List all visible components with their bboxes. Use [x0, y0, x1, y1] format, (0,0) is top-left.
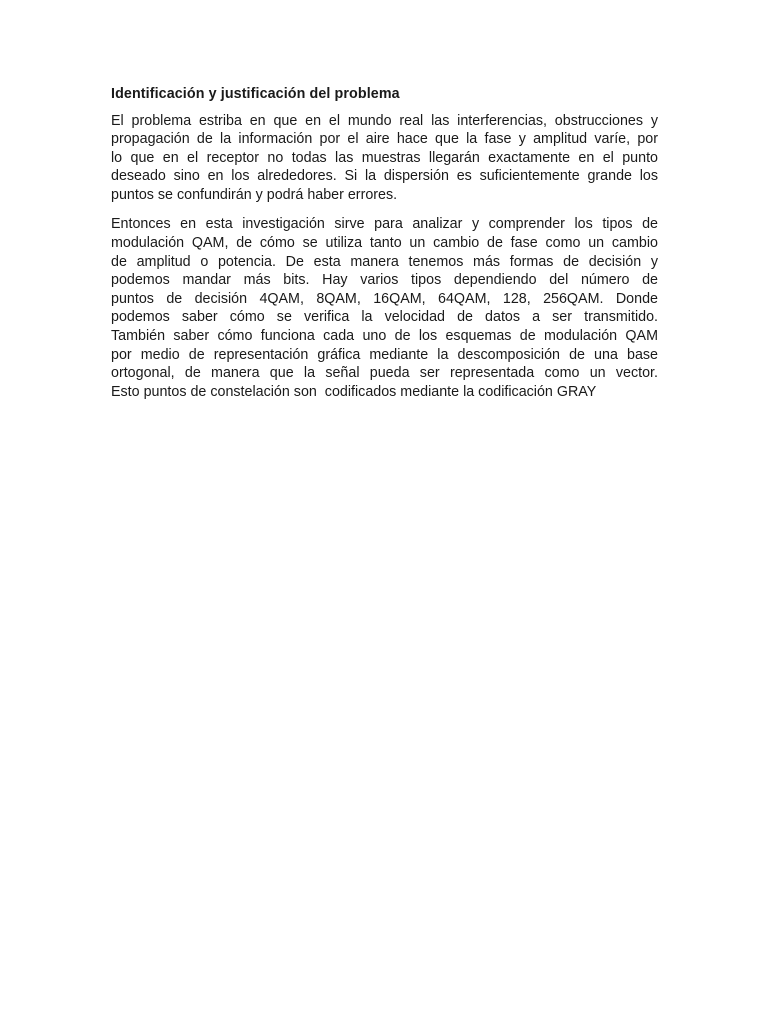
document-content: [111, 85, 658, 412]
paragraph-investigation: [111, 215, 658, 401]
text-line: puntos se confundirán y podrá haber errores.: [111, 186, 398, 203]
text-line: Esto puntos de constelación son codificados mediante la codificación GRAY: [111, 383, 597, 400]
section-heading: Identificación y justificación del problema: [111, 86, 400, 102]
text-line: propagación de la información por el aire hace que la fase y amplitud varíe, por: [111, 131, 658, 148]
text-line: podemos mandar más bits. Hay varios tipos dependiendo del número de: [111, 272, 658, 289]
text-line: por medio de representación gráfica mediante la descomposición de una base: [111, 346, 658, 363]
text-line: podemos saber cómo se verifica la velocidad de datos a ser transmitido.: [111, 309, 658, 326]
text-line: lo que en el receptor no todas las muestras llegarán exactamente en el punto: [111, 149, 658, 166]
text-line: El problema estriba en que en el mundo real las interferencias, obstrucciones y: [111, 112, 658, 129]
text-line: modulación QAM, de cómo se utiliza tanto un cambio de fase como un cambio: [111, 235, 658, 252]
text-line: También saber cómo funciona cada uno de los esquemas de modulación QAM: [111, 328, 658, 345]
text-line: deseado sino en los alrededores. Si la dispersión es suficientemente grande los: [111, 168, 658, 185]
text-line: ortogonal, de manera que la señal pueda ser representada como un vector.: [111, 365, 658, 382]
text-line: Entonces en esta investigación sirve para analizar y comprender los tipos de: [111, 216, 658, 233]
paragraph-problem: [111, 112, 658, 205]
text-line: puntos de decisión 4QAM, 8QAM, 16QAM, 64QAM, 128, 256QAM. Donde: [111, 290, 658, 307]
text-line: de amplitud o potencia. De esta manera tenemos más formas de decisión y: [111, 253, 658, 270]
